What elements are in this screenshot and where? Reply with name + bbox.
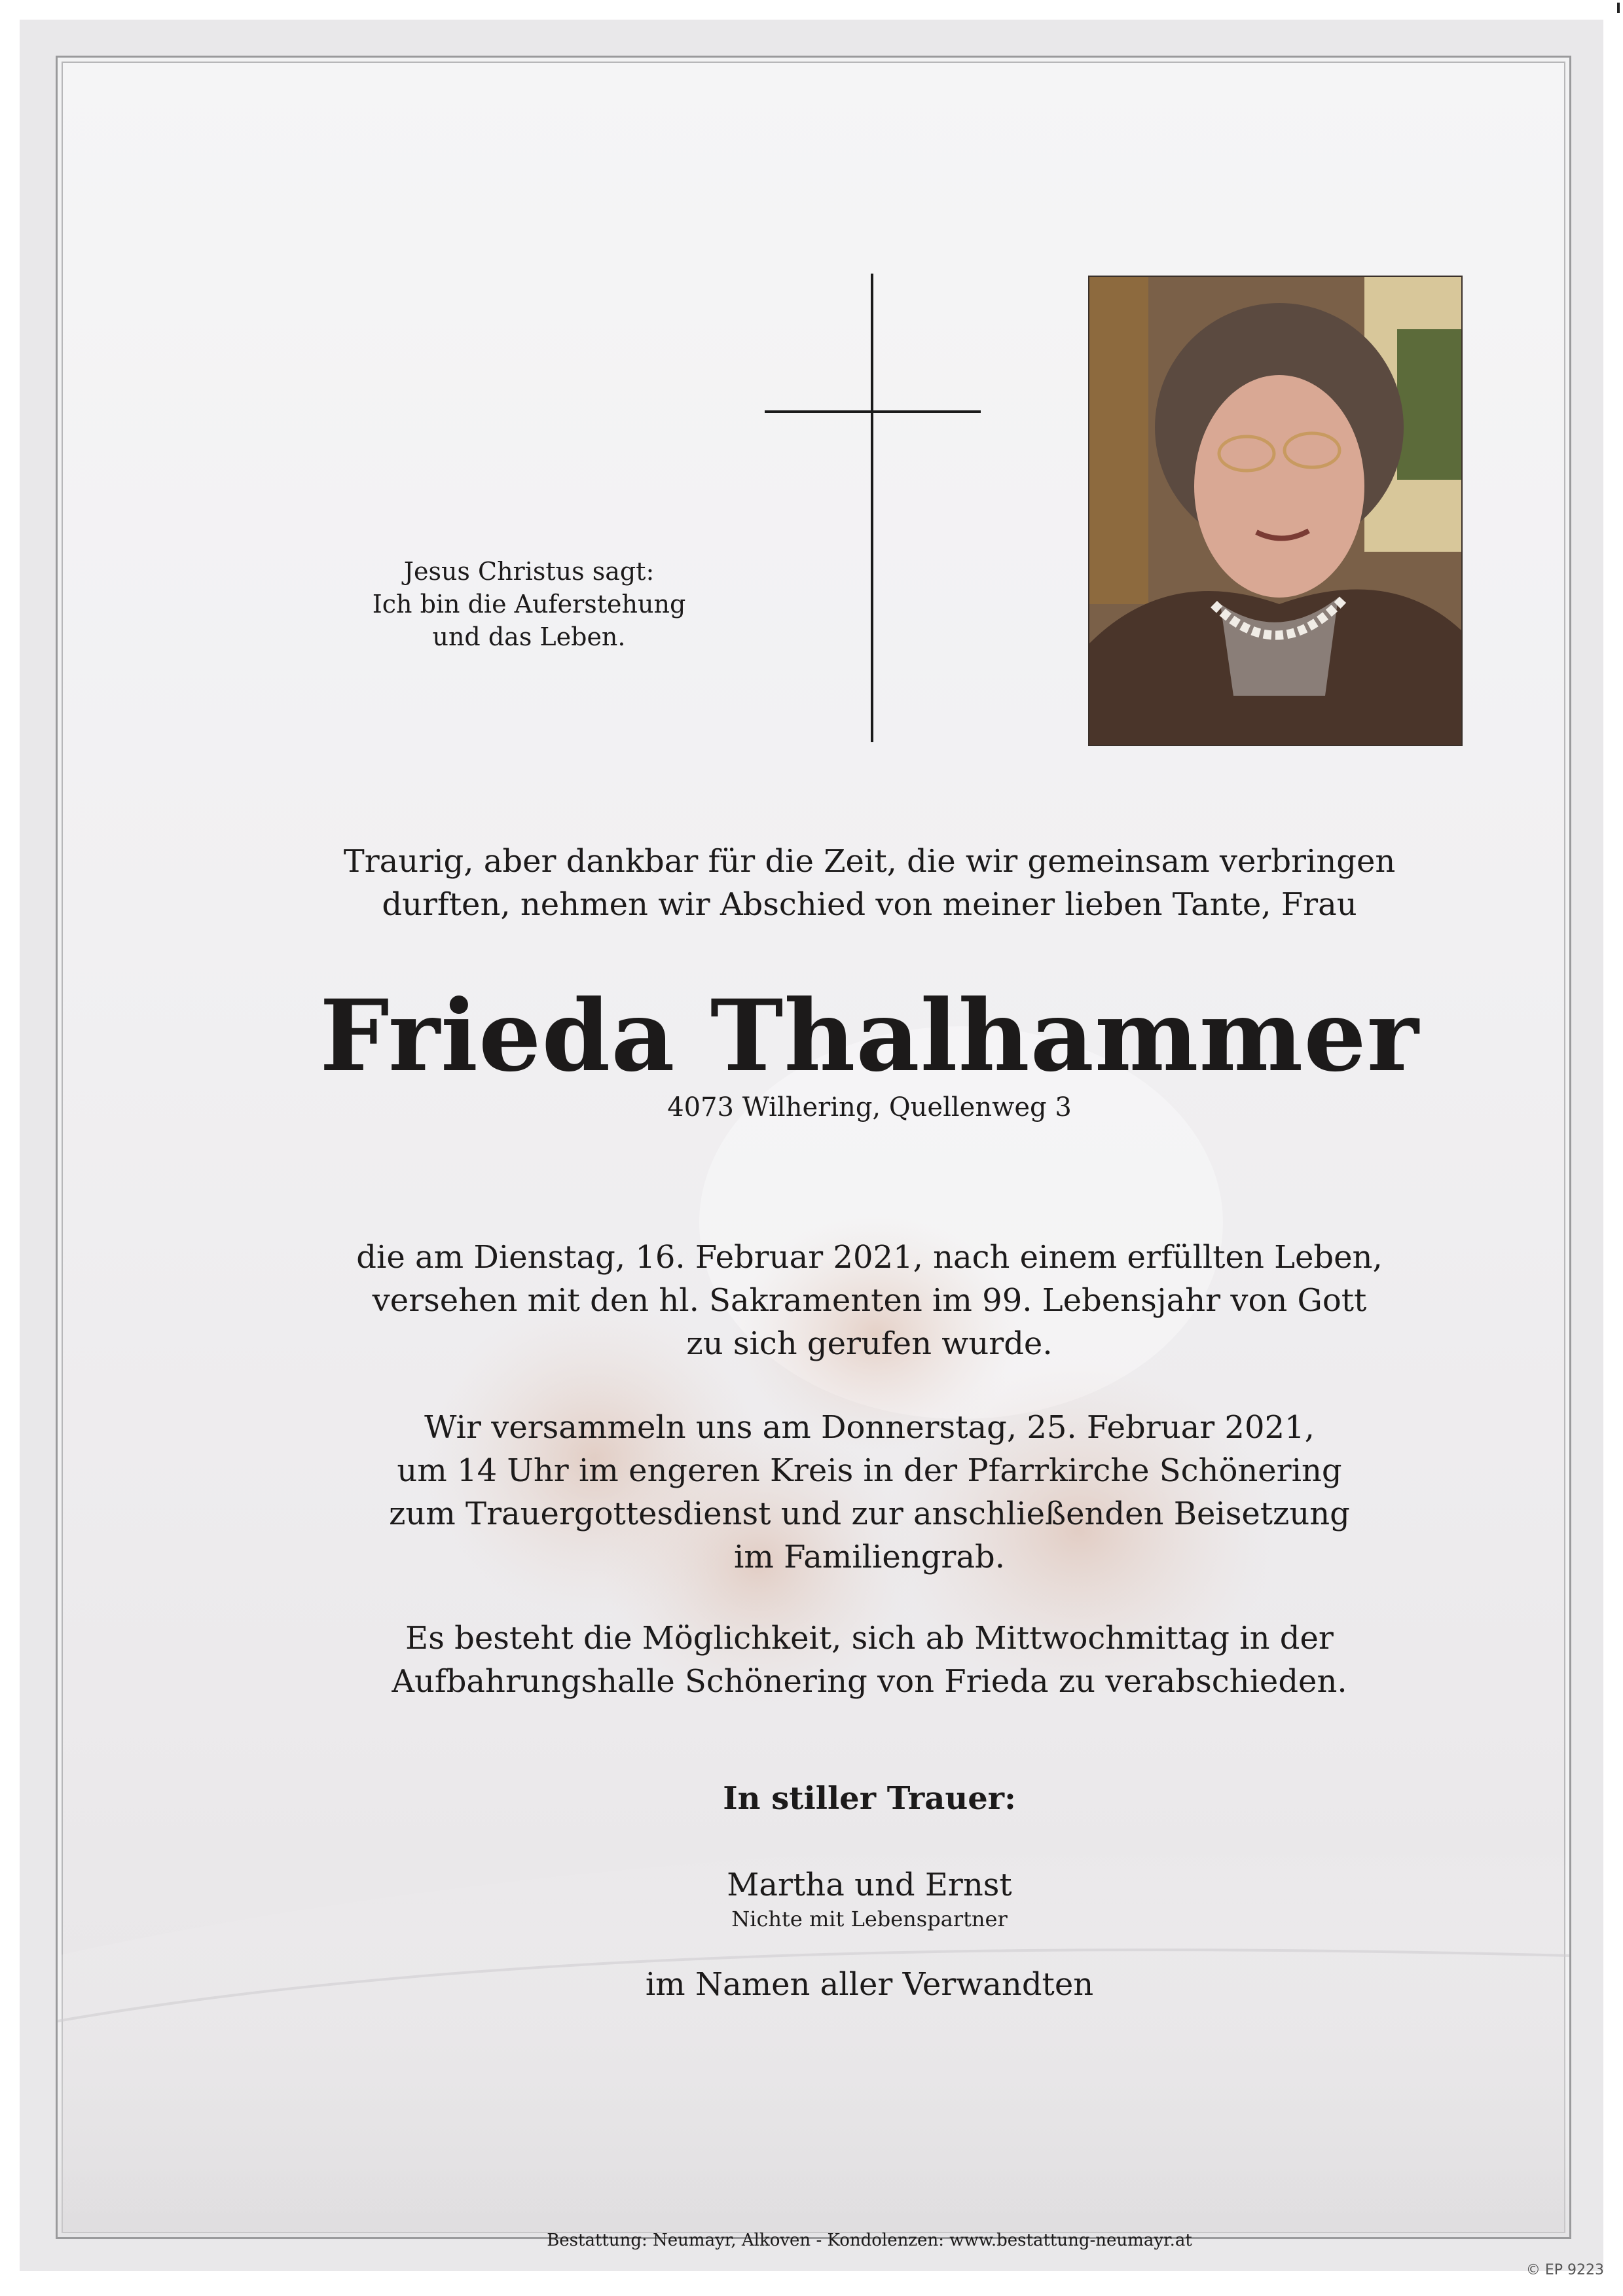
obituary-panel <box>56 56 1571 2250</box>
mourners: Martha und Ernst <box>727 1867 1012 1903</box>
death-line-2: versehen mit den hl. Sakramenten im 99. Lebensjahr von Gott <box>372 1282 1367 1319</box>
funeral-notice <box>293 1406 1446 1579</box>
intro-line-2: durften, nehmen wir Abschied von meiner lieben Tante, Frau <box>382 886 1357 923</box>
portrait-photo <box>1088 276 1463 746</box>
footer-funeral-home: Bestattung: Neumayr, Alkoven - Kondolenzen: www.bestattung-neumayr.at <box>547 2231 1192 2250</box>
intro-line-1: Traurig, aber dankbar für die Zeit, die wir gemeinsam verbringen <box>343 843 1396 880</box>
death-line-3: zu sich gerufen wurde. <box>686 1325 1053 1362</box>
death-notice <box>293 1236 1446 1365</box>
quote-line-2: Ich bin die Auferstehung <box>372 590 686 619</box>
relatives-line: im Namen aller Verwandten <box>645 1966 1094 2003</box>
print-code: © EP 9223 <box>1525 2262 1604 2278</box>
obituary-sheet <box>20 20 1603 2271</box>
quote-line-3: und das Leben. <box>432 622 626 651</box>
bible-quote <box>346 555 712 653</box>
cross-horizontal-bar <box>765 410 981 413</box>
funeral-line-2: um 14 Uhr im engeren Kreis in der Pfarrkirche Schönering <box>397 1452 1342 1489</box>
deceased-name: Frieda Thalhammer <box>319 978 1419 1094</box>
viewing-line-2: Aufbahrungshalle Schönering von Frieda zu verabschieden. <box>392 1663 1347 1700</box>
quote-line-1: Jesus Christus sagt: <box>403 557 655 586</box>
funeral-line-1: Wir versammeln uns am Donnerstag, 25. Februar 2021, <box>424 1409 1315 1446</box>
funeral-line-4: im Familiengrab. <box>734 1539 1005 1575</box>
mourning-title: In stiller Trauer: <box>723 1780 1016 1817</box>
cross-vertical-bar <box>871 274 873 742</box>
deceased-address: 4073 Wilhering, Quellenweg 3 <box>667 1092 1072 1122</box>
viewing-line-1: Es besteht die Möglichkeit, sich ab Mittwochmittag in der <box>405 1620 1334 1657</box>
viewing-notice <box>293 1617 1446 1703</box>
mourner-relation: Nichte mit Lebenspartner <box>731 1907 1008 1931</box>
death-line-1: die am Dienstag, 16. Februar 2021, nach einem erfüllten Leben, <box>356 1239 1383 1276</box>
portrait-icon <box>1089 277 1461 745</box>
corner-mark <box>1617 3 1620 13</box>
funeral-line-3: zum Trauergottesdienst und zur anschließenden Beisetzung <box>389 1496 1350 1532</box>
intro-text <box>293 840 1446 926</box>
